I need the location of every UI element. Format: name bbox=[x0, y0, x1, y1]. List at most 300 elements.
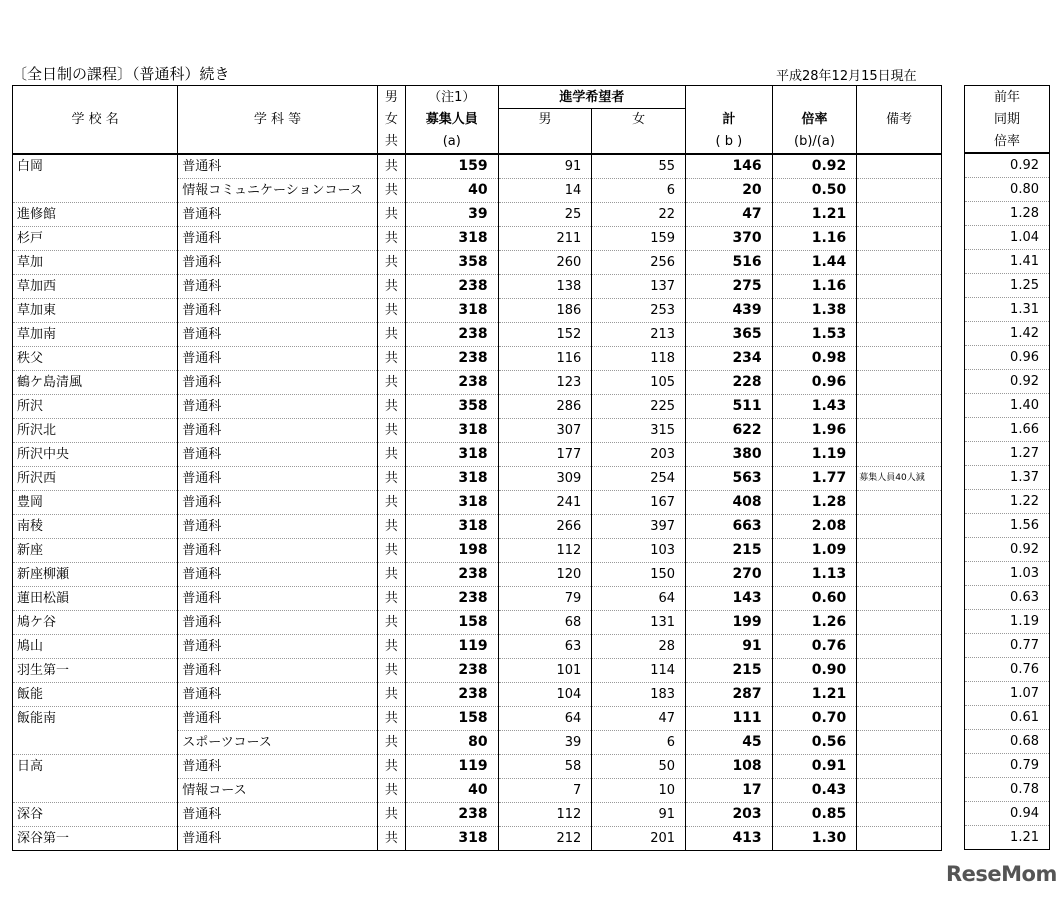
gender-cell: 共 bbox=[377, 226, 405, 250]
gender-cell: 共 bbox=[377, 706, 405, 730]
male-count-cell: 112 bbox=[498, 538, 592, 562]
capacity-cell: 40 bbox=[405, 178, 498, 202]
table-row bbox=[13, 274, 942, 298]
gender-cell: 共 bbox=[377, 634, 405, 658]
school-name-cell: 所沢 bbox=[13, 394, 178, 418]
dept-cell: 普通科 bbox=[178, 202, 377, 226]
school-name-cell: 飯能 bbox=[13, 682, 178, 706]
male-count-cell: 309 bbox=[498, 466, 592, 490]
table-row bbox=[13, 610, 942, 634]
capacity-cell: 119 bbox=[405, 754, 498, 778]
header-prev-2: 同期 bbox=[965, 108, 1050, 130]
remarks-cell bbox=[857, 322, 942, 346]
dept-cell: 普通科 bbox=[178, 586, 377, 610]
page-title: 〔全日制の課程〕（普通科）続き bbox=[12, 65, 230, 83]
table-row bbox=[13, 418, 942, 442]
gender-cell: 共 bbox=[377, 322, 405, 346]
remarks-cell bbox=[857, 346, 942, 370]
male-count-cell: 104 bbox=[498, 682, 592, 706]
capacity-cell: 238 bbox=[405, 274, 498, 298]
gender-cell: 共 bbox=[377, 250, 405, 274]
female-count-cell: 225 bbox=[592, 394, 686, 418]
total-cell: 17 bbox=[686, 778, 773, 802]
prev-row bbox=[965, 346, 1050, 370]
prev-ratio-cell: 1.19 bbox=[965, 610, 1050, 634]
capacity-cell: 318 bbox=[405, 514, 498, 538]
table-row bbox=[13, 346, 942, 370]
table-row bbox=[13, 754, 942, 778]
school-name-cell: 豊岡 bbox=[13, 490, 178, 514]
capacity-cell: 318 bbox=[405, 226, 498, 250]
prev-ratio-cell: 1.40 bbox=[965, 394, 1050, 418]
table-row bbox=[13, 538, 942, 562]
capacity-cell: 318 bbox=[405, 490, 498, 514]
remarks-cell: 募集人員40人減 bbox=[857, 466, 942, 490]
prev-row bbox=[965, 250, 1050, 274]
capacity-cell: 159 bbox=[405, 154, 498, 179]
female-count-cell: 131 bbox=[592, 610, 686, 634]
capacity-cell: 238 bbox=[405, 682, 498, 706]
total-cell: 413 bbox=[686, 826, 773, 850]
prev-row bbox=[965, 778, 1050, 802]
ratio-cell: 1.19 bbox=[772, 442, 857, 466]
prev-row bbox=[965, 298, 1050, 322]
prev-ratio-cell: 1.21 bbox=[965, 826, 1050, 850]
remarks-cell bbox=[857, 370, 942, 394]
prev-ratio-cell: 0.63 bbox=[965, 586, 1050, 610]
male-count-cell: 25 bbox=[498, 202, 592, 226]
school-name-cell: 所沢中央 bbox=[13, 442, 178, 466]
table-row bbox=[13, 250, 942, 274]
total-cell: 91 bbox=[686, 634, 773, 658]
ratio-cell: 0.43 bbox=[772, 778, 857, 802]
school-name-cell: 杉戸 bbox=[13, 226, 178, 250]
ratio-cell: 1.16 bbox=[772, 274, 857, 298]
female-count-cell: 201 bbox=[592, 826, 686, 850]
dept-cell: 普通科 bbox=[178, 370, 377, 394]
prev-ratio-cell: 0.68 bbox=[965, 730, 1050, 754]
total-cell: 511 bbox=[686, 394, 773, 418]
header-female: 女 bbox=[592, 109, 686, 154]
dept-cell: 普通科 bbox=[178, 634, 377, 658]
total-cell: 275 bbox=[686, 274, 773, 298]
capacity-cell: 40 bbox=[405, 778, 498, 802]
male-count-cell: 138 bbox=[498, 274, 592, 298]
male-count-cell: 120 bbox=[498, 562, 592, 586]
ratio-cell: 0.60 bbox=[772, 586, 857, 610]
total-cell: 380 bbox=[686, 442, 773, 466]
remarks-cell bbox=[857, 682, 942, 706]
resemom-logo: ReseMom bbox=[946, 862, 1057, 886]
dept-cell: 普通科 bbox=[178, 514, 377, 538]
prev-ratio-cell: 1.25 bbox=[965, 274, 1050, 298]
female-count-cell: 47 bbox=[592, 706, 686, 730]
gender-cell: 共 bbox=[377, 154, 405, 179]
school-name-cell bbox=[13, 778, 178, 802]
female-count-cell: 167 bbox=[592, 490, 686, 514]
header-gender-1: 男 bbox=[377, 86, 405, 109]
prev-row bbox=[965, 370, 1050, 394]
table-row bbox=[13, 658, 942, 682]
school-name-cell bbox=[13, 730, 178, 754]
prev-ratio-cell: 0.96 bbox=[965, 346, 1050, 370]
capacity-cell: 238 bbox=[405, 658, 498, 682]
table-row bbox=[13, 154, 942, 179]
ratio-cell: 1.38 bbox=[772, 298, 857, 322]
school-name-cell: 所沢北 bbox=[13, 418, 178, 442]
header-gender-3: 共 bbox=[377, 131, 405, 154]
table-row bbox=[13, 466, 942, 490]
prev-ratio-cell: 1.27 bbox=[965, 442, 1050, 466]
gender-cell: 共 bbox=[377, 658, 405, 682]
capacity-cell: 80 bbox=[405, 730, 498, 754]
school-name-cell: 新座柳瀬 bbox=[13, 562, 178, 586]
school-name-cell: 日高 bbox=[13, 754, 178, 778]
dept-cell: 普通科 bbox=[178, 826, 377, 850]
capacity-cell: 238 bbox=[405, 562, 498, 586]
previous-ratio-table bbox=[964, 85, 1050, 850]
female-count-cell: 55 bbox=[592, 154, 686, 179]
prev-row bbox=[965, 610, 1050, 634]
table-row bbox=[13, 394, 942, 418]
gender-cell: 共 bbox=[377, 178, 405, 202]
total-cell: 622 bbox=[686, 418, 773, 442]
header-prev-3: 倍率 bbox=[965, 130, 1050, 153]
header-applicants: 進学希望者 bbox=[498, 86, 685, 109]
ratio-cell: 0.98 bbox=[772, 346, 857, 370]
prev-row bbox=[965, 538, 1050, 562]
ratio-cell: 0.91 bbox=[772, 754, 857, 778]
total-cell: 215 bbox=[686, 658, 773, 682]
prev-row bbox=[965, 394, 1050, 418]
as-of-date: 平成28年12月15日現在 bbox=[776, 69, 917, 84]
dept-cell: 普通科 bbox=[178, 610, 377, 634]
capacity-cell: 158 bbox=[405, 706, 498, 730]
header-dept: 学 科 等 bbox=[178, 86, 377, 154]
prev-ratio-cell: 0.79 bbox=[965, 754, 1050, 778]
female-count-cell: 137 bbox=[592, 274, 686, 298]
school-name-cell: 草加東 bbox=[13, 298, 178, 322]
table-row bbox=[13, 586, 942, 610]
dept-cell: 普通科 bbox=[178, 274, 377, 298]
prev-row bbox=[965, 562, 1050, 586]
male-count-cell: 307 bbox=[498, 418, 592, 442]
school-name-cell: 深谷 bbox=[13, 802, 178, 826]
dept-cell: 情報コース bbox=[178, 778, 377, 802]
female-count-cell: 315 bbox=[592, 418, 686, 442]
dept-cell: 普通科 bbox=[178, 682, 377, 706]
female-count-cell: 10 bbox=[592, 778, 686, 802]
dept-cell: 普通科 bbox=[178, 154, 377, 179]
gender-cell: 共 bbox=[377, 802, 405, 826]
prev-ratio-cell: 0.78 bbox=[965, 778, 1050, 802]
header-prev-1: 前年 bbox=[965, 86, 1050, 109]
ratio-cell: 0.56 bbox=[772, 730, 857, 754]
total-cell: 146 bbox=[686, 154, 773, 179]
school-name-cell: 南稜 bbox=[13, 514, 178, 538]
male-count-cell: 7 bbox=[498, 778, 592, 802]
school-name-cell: 鶴ケ島清風 bbox=[13, 370, 178, 394]
dept-cell: 普通科 bbox=[178, 706, 377, 730]
prev-ratio-cell: 1.56 bbox=[965, 514, 1050, 538]
school-name-cell: 所沢西 bbox=[13, 466, 178, 490]
prev-row bbox=[965, 202, 1050, 226]
remarks-cell bbox=[857, 634, 942, 658]
ratio-cell: 1.21 bbox=[772, 202, 857, 226]
capacity-cell: 358 bbox=[405, 394, 498, 418]
school-name-cell: 草加 bbox=[13, 250, 178, 274]
male-count-cell: 241 bbox=[498, 490, 592, 514]
capacity-cell: 318 bbox=[405, 826, 498, 850]
female-count-cell: 213 bbox=[592, 322, 686, 346]
school-name-cell: 進修館 bbox=[13, 202, 178, 226]
remarks-cell bbox=[857, 490, 942, 514]
ratio-cell: 0.76 bbox=[772, 634, 857, 658]
female-count-cell: 28 bbox=[592, 634, 686, 658]
female-count-cell: 118 bbox=[592, 346, 686, 370]
prev-ratio-cell: 0.76 bbox=[965, 658, 1050, 682]
remarks-cell bbox=[857, 394, 942, 418]
table-row bbox=[13, 442, 942, 466]
capacity-cell: 358 bbox=[405, 250, 498, 274]
total-cell: 20 bbox=[686, 178, 773, 202]
prev-ratio-cell: 0.94 bbox=[965, 802, 1050, 826]
total-cell: 408 bbox=[686, 490, 773, 514]
prev-row bbox=[965, 418, 1050, 442]
ratio-cell: 0.92 bbox=[772, 154, 857, 179]
capacity-cell: 158 bbox=[405, 610, 498, 634]
ratio-cell: 1.21 bbox=[772, 682, 857, 706]
gender-cell: 共 bbox=[377, 202, 405, 226]
header-capacity-a: (a) bbox=[405, 131, 498, 154]
total-cell: 365 bbox=[686, 322, 773, 346]
dept-cell: 普通科 bbox=[178, 250, 377, 274]
dept-cell: 普通科 bbox=[178, 490, 377, 514]
capacity-cell: 39 bbox=[405, 202, 498, 226]
total-cell: 439 bbox=[686, 298, 773, 322]
prev-ratio-cell: 0.92 bbox=[965, 538, 1050, 562]
table-row bbox=[13, 202, 942, 226]
table-row bbox=[13, 322, 942, 346]
table-row bbox=[13, 826, 942, 850]
female-count-cell: 254 bbox=[592, 466, 686, 490]
female-count-cell: 64 bbox=[592, 586, 686, 610]
male-count-cell: 63 bbox=[498, 634, 592, 658]
prev-row bbox=[965, 322, 1050, 346]
ratio-cell: 1.30 bbox=[772, 826, 857, 850]
male-count-cell: 152 bbox=[498, 322, 592, 346]
ratio-cell: 0.96 bbox=[772, 370, 857, 394]
total-cell: 108 bbox=[686, 754, 773, 778]
total-cell: 370 bbox=[686, 226, 773, 250]
gender-cell: 共 bbox=[377, 490, 405, 514]
male-count-cell: 211 bbox=[498, 226, 592, 250]
prev-row bbox=[965, 634, 1050, 658]
remarks-cell bbox=[857, 658, 942, 682]
school-name-cell: 深谷第一 bbox=[13, 826, 178, 850]
prev-row bbox=[965, 682, 1050, 706]
prev-ratio-cell: 0.92 bbox=[965, 153, 1050, 178]
gender-cell: 共 bbox=[377, 514, 405, 538]
dept-cell: 普通科 bbox=[178, 562, 377, 586]
total-cell: 111 bbox=[686, 706, 773, 730]
prev-ratio-cell: 1.37 bbox=[965, 466, 1050, 490]
table-row bbox=[13, 370, 942, 394]
gender-cell: 共 bbox=[377, 442, 405, 466]
gender-cell: 共 bbox=[377, 538, 405, 562]
gender-cell: 共 bbox=[377, 682, 405, 706]
header-ratio-top bbox=[772, 86, 857, 109]
table-row bbox=[13, 706, 942, 730]
female-count-cell: 91 bbox=[592, 802, 686, 826]
male-count-cell: 58 bbox=[498, 754, 592, 778]
school-name-cell: 草加西 bbox=[13, 274, 178, 298]
table-row bbox=[13, 226, 942, 250]
prev-ratio-cell: 0.80 bbox=[965, 178, 1050, 202]
remarks-cell bbox=[857, 250, 942, 274]
male-count-cell: 260 bbox=[498, 250, 592, 274]
table-row bbox=[13, 178, 942, 202]
remarks-cell bbox=[857, 202, 942, 226]
dept-cell: 普通科 bbox=[178, 346, 377, 370]
header-male: 男 bbox=[498, 109, 592, 154]
table-row bbox=[13, 634, 942, 658]
total-cell: 203 bbox=[686, 802, 773, 826]
remarks-cell bbox=[857, 154, 942, 179]
remarks-cell bbox=[857, 826, 942, 850]
school-name-cell: 鳩ケ谷 bbox=[13, 610, 178, 634]
female-count-cell: 183 bbox=[592, 682, 686, 706]
male-count-cell: 266 bbox=[498, 514, 592, 538]
prev-row bbox=[965, 706, 1050, 730]
prev-ratio-cell: 1.41 bbox=[965, 250, 1050, 274]
total-cell: 143 bbox=[686, 586, 773, 610]
prev-ratio-cell: 0.92 bbox=[965, 370, 1050, 394]
prev-row bbox=[965, 490, 1050, 514]
prev-ratio-cell: 1.03 bbox=[965, 562, 1050, 586]
dept-cell: 普通科 bbox=[178, 754, 377, 778]
capacity-cell: 238 bbox=[405, 370, 498, 394]
ratio-cell: 1.43 bbox=[772, 394, 857, 418]
capacity-cell: 198 bbox=[405, 538, 498, 562]
prev-row bbox=[965, 658, 1050, 682]
ratio-cell: 1.13 bbox=[772, 562, 857, 586]
gender-cell: 共 bbox=[377, 586, 405, 610]
dept-cell: 普通科 bbox=[178, 658, 377, 682]
total-cell: 199 bbox=[686, 610, 773, 634]
dept-cell: 普通科 bbox=[178, 442, 377, 466]
ratio-cell: 1.09 bbox=[772, 538, 857, 562]
prev-row bbox=[965, 514, 1050, 538]
table-row bbox=[13, 730, 942, 754]
remarks-cell bbox=[857, 562, 942, 586]
gender-cell: 共 bbox=[377, 298, 405, 322]
gender-cell: 共 bbox=[377, 370, 405, 394]
gender-cell: 共 bbox=[377, 778, 405, 802]
table-row bbox=[13, 802, 942, 826]
female-count-cell: 103 bbox=[592, 538, 686, 562]
capacity-cell: 318 bbox=[405, 418, 498, 442]
gender-cell: 共 bbox=[377, 274, 405, 298]
capacity-cell: 238 bbox=[405, 322, 498, 346]
dept-cell: 普通科 bbox=[178, 538, 377, 562]
total-cell: 45 bbox=[686, 730, 773, 754]
ratio-cell: 1.28 bbox=[772, 490, 857, 514]
female-count-cell: 50 bbox=[592, 754, 686, 778]
remarks-cell bbox=[857, 298, 942, 322]
ratio-cell: 0.90 bbox=[772, 658, 857, 682]
capacity-cell: 238 bbox=[405, 586, 498, 610]
table-row bbox=[13, 682, 942, 706]
female-count-cell: 114 bbox=[592, 658, 686, 682]
ratio-cell: 1.44 bbox=[772, 250, 857, 274]
prev-ratio-cell: 0.77 bbox=[965, 634, 1050, 658]
header-ratio-formula: (b)/(a) bbox=[772, 131, 857, 154]
prev-ratio-cell: 1.28 bbox=[965, 202, 1050, 226]
male-count-cell: 14 bbox=[498, 178, 592, 202]
capacity-cell: 318 bbox=[405, 466, 498, 490]
capacity-cell: 238 bbox=[405, 346, 498, 370]
prev-row bbox=[965, 226, 1050, 250]
gender-cell: 共 bbox=[377, 394, 405, 418]
school-name-cell: 白岡 bbox=[13, 154, 178, 179]
header-total-b: ( b ) bbox=[686, 131, 773, 154]
ratio-cell: 2.08 bbox=[772, 514, 857, 538]
remarks-cell bbox=[857, 418, 942, 442]
capacity-cell: 119 bbox=[405, 634, 498, 658]
total-cell: 215 bbox=[686, 538, 773, 562]
ratio-cell: 0.70 bbox=[772, 706, 857, 730]
gender-cell: 共 bbox=[377, 466, 405, 490]
male-count-cell: 286 bbox=[498, 394, 592, 418]
header-gender-2: 女 bbox=[377, 109, 405, 131]
female-count-cell: 105 bbox=[592, 370, 686, 394]
dept-cell: 普通科 bbox=[178, 418, 377, 442]
male-count-cell: 112 bbox=[498, 802, 592, 826]
header-remarks: 備考 bbox=[857, 86, 942, 154]
female-count-cell: 6 bbox=[592, 730, 686, 754]
prev-ratio-cell: 1.04 bbox=[965, 226, 1050, 250]
male-count-cell: 101 bbox=[498, 658, 592, 682]
table-row bbox=[13, 778, 942, 802]
school-name-cell: 草加南 bbox=[13, 322, 178, 346]
remarks-cell bbox=[857, 706, 942, 730]
ratio-cell: 0.85 bbox=[772, 802, 857, 826]
dept-cell: 普通科 bbox=[178, 322, 377, 346]
gender-cell: 共 bbox=[377, 346, 405, 370]
school-name-cell: 蓮田松韻 bbox=[13, 586, 178, 610]
male-count-cell: 123 bbox=[498, 370, 592, 394]
ratio-cell: 1.26 bbox=[772, 610, 857, 634]
gender-cell: 共 bbox=[377, 610, 405, 634]
ratio-cell: 1.53 bbox=[772, 322, 857, 346]
remarks-cell bbox=[857, 274, 942, 298]
female-count-cell: 397 bbox=[592, 514, 686, 538]
remarks-cell bbox=[857, 778, 942, 802]
prev-row bbox=[965, 178, 1050, 202]
male-count-cell: 64 bbox=[498, 706, 592, 730]
male-count-cell: 79 bbox=[498, 586, 592, 610]
header-total: 計 bbox=[686, 109, 773, 131]
dept-cell: 普通科 bbox=[178, 226, 377, 250]
total-cell: 270 bbox=[686, 562, 773, 586]
prev-row bbox=[965, 754, 1050, 778]
female-count-cell: 203 bbox=[592, 442, 686, 466]
dept-cell: 情報コミュニケーションコース bbox=[178, 178, 377, 202]
prev-row bbox=[965, 153, 1050, 178]
header-capacity-note: （注1） bbox=[405, 86, 498, 109]
prev-ratio-cell: 1.07 bbox=[965, 682, 1050, 706]
